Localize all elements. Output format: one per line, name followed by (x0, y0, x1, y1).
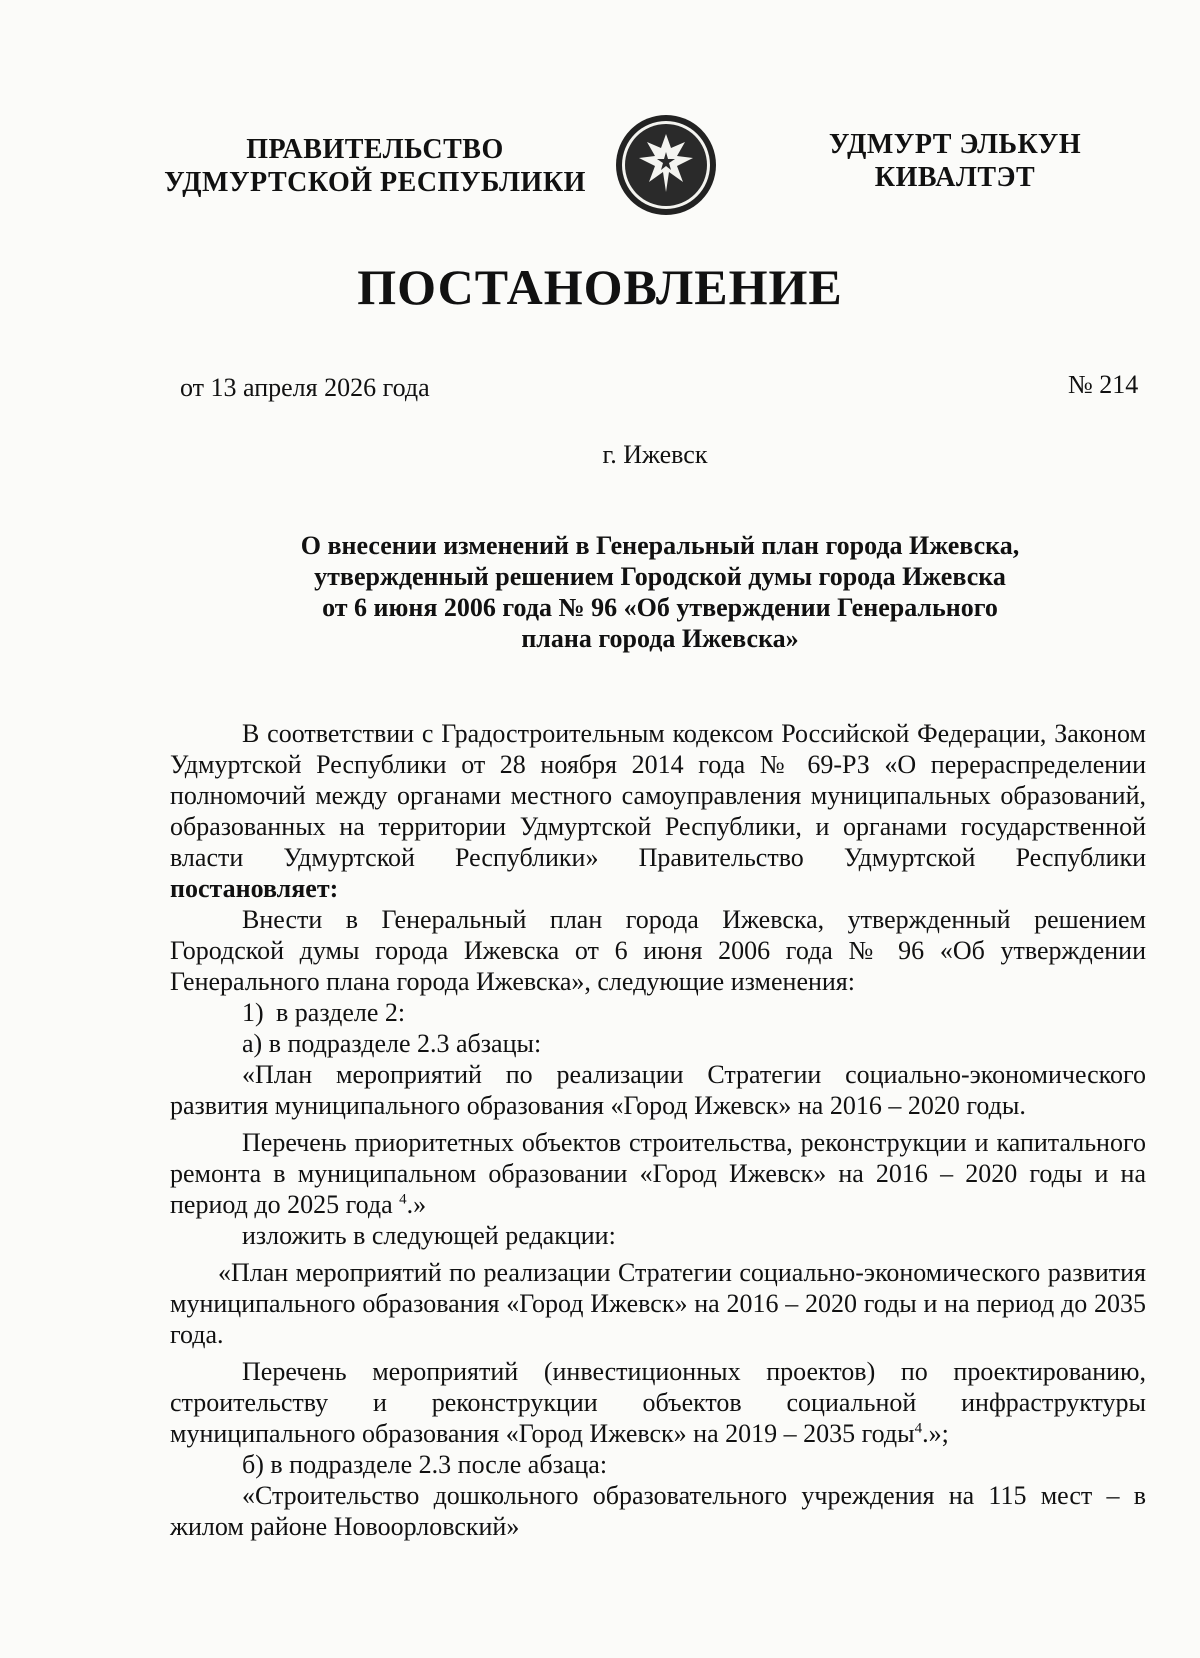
coat-of-arms-icon (613, 112, 719, 218)
edit-instruction: изложить в следующей редакции: (242, 1221, 616, 1250)
document-subject (220, 530, 1100, 654)
document-body (170, 718, 1146, 1542)
quote-old-3: «Строительство дошкольного образовательного учреждения на 115 мест – в жилом районе Новоорловский» (170, 1481, 1146, 1541)
list-item-1-number: 1) (242, 998, 264, 1027)
paragraph-amend: Внести в Генеральный план города Ижевска, утвержденный решением Городской думы города Ижевска от 6 июня 2006 года № 96 «Об утверждении Генерального плана города Ижевска», следующие изменения: (170, 905, 1146, 996)
document-number: № 214 (1068, 370, 1139, 399)
quote-new-2-end: .»; (922, 1419, 949, 1448)
quote-new-1: «План мероприятий по реализации Стратегии социально-экономического развития муниципального образования «Город Ижевск» на 2016 – 2020 годы и на период до 2035 года. (170, 1258, 1146, 1349)
list-item-a: а) в подразделе 2.3 абзацы: (242, 1029, 542, 1058)
list-item-1 (170, 997, 1146, 1028)
subject-line: плана города Ижевска» (521, 624, 799, 653)
header-left-line1: ПРАВИТЕЛЬСТВО (246, 134, 504, 165)
subject-line: утвержденный решением Городской думы города Ижевска (314, 562, 1006, 591)
list-item-1-text: в разделе 2: (276, 998, 406, 1027)
header-left-line2: УДМУРТСКОЙ РЕСПУБЛИКИ (164, 167, 586, 198)
document-date: от 13 апреля 2026 года (180, 373, 430, 402)
quote-new-2-text: Перечень мероприятий (инвестиционных проектов) по проектированию, строительству и реконструкции объектов социальной инфраструктуры муниципального образования «Город Ижевск» на 2019 – 2035 годы (170, 1357, 1146, 1448)
quote-old-2-text: Перечень приоритетных объектов строительства, реконструкции и капитального ремонта в муниципальном образовании «Город Ижевск» на 2016 – 2020 годы и на период до 2025 года (170, 1128, 1146, 1219)
preamble-text: В соответствии с Градостроительным кодексом Российской Федерации, Законом Удмуртской Республики от 28 ноября 2014 года № 69-РЗ «О перераспределении полномочий между органами местного самоуправления муниципальных образований, образованных на территории Удмуртской Республики, и органами государственной власти Удмуртской Республики» Правительство Удмуртской Республики (170, 719, 1146, 872)
header-right (805, 128, 1105, 194)
header-left (150, 133, 600, 199)
list-item-b: б) в подразделе 2.3 после абзаца: (242, 1450, 608, 1479)
preamble-bold: постановляет (170, 874, 330, 903)
document-title: ПОСТАНОВЛЕНИЕ (357, 259, 843, 315)
preamble-end: : (329, 874, 339, 903)
quote-old-1: «План мероприятий по реализации Стратегии социально-экономического развития муниципального образования «Город Ижевск» на 2016 – 2020 годы. (170, 1060, 1146, 1120)
header-right-line2: КИВАЛТЭТ (874, 162, 1036, 193)
paragraph-preamble (170, 718, 1146, 904)
footnote-ref: 4 (914, 1420, 923, 1437)
quote-old-2 (170, 1127, 1146, 1220)
subject-line: от 6 июня 2006 года № 96 «Об утверждении Генерального (322, 593, 998, 622)
subject-line: О внесении изменений в Генеральный план города Ижевска, (300, 531, 1020, 560)
quote-new-2 (170, 1356, 1146, 1449)
footnote-ref: 4 (399, 1191, 407, 1208)
quote-old-2-end: .» (406, 1190, 427, 1219)
header-right-line1: УДМУРТ ЭЛЬКУН (828, 129, 1082, 160)
document-city: г. Ижевск (602, 440, 708, 469)
